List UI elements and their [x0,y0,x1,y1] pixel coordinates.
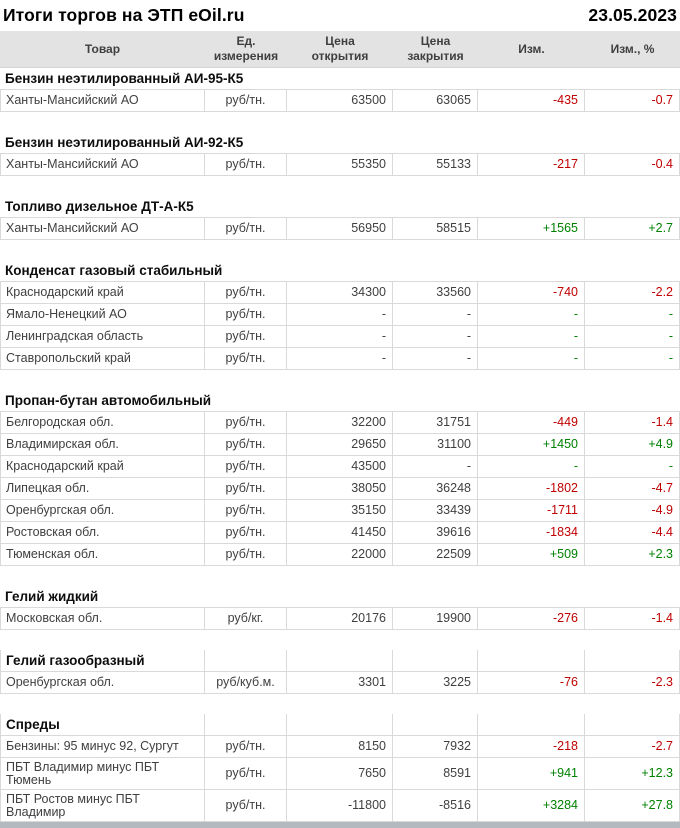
table-row [0,326,680,348]
change-cell: -1802 [478,478,585,500]
close-price-cell: - [393,456,478,478]
change-pct-cell: - [585,456,680,478]
open-price-cell: 55350 [287,154,393,176]
open-price-cell: 20176 [287,608,393,630]
close-price-cell: - [393,348,478,370]
table-row [0,500,680,522]
change-pct-cell: -2.2 [585,282,680,304]
section-spacer [0,112,680,132]
unit-cell: руб/тн. [205,326,287,348]
close-price-cell: 3225 [393,672,478,694]
table-row [0,282,680,304]
section-title-cell [0,650,205,671]
section-title: Гелий жидкий [5,589,99,604]
change-pct-cell: +4.9 [585,434,680,456]
close-price-cell: 36248 [393,478,478,500]
column-header-close-price: Цена закрытия [407,34,464,63]
product-cell: Владимирская обл. [0,434,205,456]
section-header [0,390,680,412]
section-spacer [0,566,680,586]
open-price-cell: 41450 [287,522,393,544]
change-cell: - [478,304,585,326]
table-body [0,68,680,822]
close-price-cell: 31751 [393,412,478,434]
change-cell: -217 [478,154,585,176]
table-row [0,90,680,112]
empty-cell [205,714,287,735]
change-pct-cell: -1.4 [585,608,680,630]
open-price-cell: 7650 [287,758,393,790]
section-header [0,714,680,736]
unit-cell: руб/тн. [205,500,287,522]
table-row [0,348,680,370]
open-price-cell: - [287,326,393,348]
change-cell: -435 [478,90,585,112]
table-header-row [0,31,680,68]
unit-cell: руб/тн. [205,412,287,434]
change-cell: -1711 [478,500,585,522]
close-price-cell: 55133 [393,154,478,176]
product-cell: Ханты-Мансийский АО [0,90,205,112]
product-cell: Белгородская обл. [0,412,205,434]
unit-cell: руб/тн. [205,304,287,326]
close-price-cell: 31100 [393,434,478,456]
change-pct-cell: -2.7 [585,736,680,758]
open-price-cell: 3301 [287,672,393,694]
change-pct-cell: -0.4 [585,154,680,176]
bottom-border-band [0,822,680,828]
table-row [0,736,680,758]
product-cell: Оренбургская обл. [0,500,205,522]
open-price-cell: 63500 [287,90,393,112]
product-cell: Краснодарский край [0,456,205,478]
section-spacer [0,176,680,196]
report-date: 23.05.2023 [588,5,677,25]
change-cell: -218 [478,736,585,758]
close-price-cell: 39616 [393,522,478,544]
change-pct-cell: +2.3 [585,544,680,566]
section-title: Бензин неэтилированный АИ-92-К5 [5,135,244,150]
close-price-cell: 33439 [393,500,478,522]
open-price-cell: 29650 [287,434,393,456]
change-cell: +1565 [478,218,585,240]
empty-cell [393,714,478,735]
open-price-cell: 22000 [287,544,393,566]
product-cell: Бензины: 95 минус 92, Сургут [0,736,205,758]
change-pct-cell: -1.4 [585,412,680,434]
section-title: Пропан-бутан автомобильный [5,393,212,408]
section-header [0,586,680,608]
empty-cell [205,650,287,671]
open-price-cell: 35150 [287,500,393,522]
table-row [0,478,680,500]
section-header [0,196,680,218]
change-pct-cell: +27.8 [585,790,680,822]
section-title: Гелий газообразный [6,653,145,668]
close-price-cell: -8516 [393,790,478,822]
product-cell: Ханты-Мансийский АО [0,154,205,176]
table-row [0,672,680,694]
change-cell: - [478,348,585,370]
product-cell: Ставропольский край [0,348,205,370]
product-cell: Оренбургская обл. [0,672,205,694]
unit-cell: руб/тн. [205,736,287,758]
section-header [0,650,680,672]
change-cell: -740 [478,282,585,304]
unit-cell: руб/тн. [205,218,287,240]
close-price-cell: 22509 [393,544,478,566]
product-cell: Ямало-Ненецкий АО [0,304,205,326]
open-price-cell: 56950 [287,218,393,240]
close-price-cell: 8591 [393,758,478,790]
change-pct-cell: -2.3 [585,672,680,694]
section-title-cell [0,714,205,735]
table-row [0,522,680,544]
change-cell: -449 [478,412,585,434]
change-pct-cell: -4.4 [585,522,680,544]
unit-cell: руб/куб.м. [205,672,287,694]
change-pct-cell: - [585,326,680,348]
change-pct-cell: -4.9 [585,500,680,522]
change-cell: -276 [478,608,585,630]
change-pct-cell: +12.3 [585,758,680,790]
change-cell: -76 [478,672,585,694]
section-header [0,68,680,90]
product-cell: Тюменская обл. [0,544,205,566]
table-row [0,758,680,790]
column-header-product: Товар [84,41,121,56]
open-price-cell: 8150 [287,736,393,758]
section-header [0,260,680,282]
table-row [0,218,680,240]
unit-cell: руб/тн. [205,434,287,456]
close-price-cell: - [393,326,478,348]
change-cell: +941 [478,758,585,790]
title-bar [0,0,680,31]
table-row [0,304,680,326]
unit-cell: руб/тн. [205,90,287,112]
close-price-cell: 63065 [393,90,478,112]
column-header-open-price: Цена открытия [311,34,369,63]
empty-cell [585,650,680,671]
table-row [0,412,680,434]
empty-cell [478,714,585,735]
product-cell: ПБТ Владимир минус ПБТ Тюмень [0,758,205,790]
section-spacer [0,694,680,714]
open-price-cell: 38050 [287,478,393,500]
close-price-cell: 33560 [393,282,478,304]
column-header-change: Изм. [518,41,545,56]
table-row [0,608,680,630]
section-title: Топливо дизельное ДТ-А-К5 [5,199,194,214]
close-price-cell: 7932 [393,736,478,758]
change-pct-cell: -0.7 [585,90,680,112]
change-cell: +3284 [478,790,585,822]
section-title: Конденсат газовый стабильный [5,263,223,278]
change-pct-cell: -4.7 [585,478,680,500]
product-cell: Краснодарский край [0,282,205,304]
empty-cell [393,650,478,671]
unit-cell: руб/тн. [205,790,287,822]
unit-cell: руб/кг. [205,608,287,630]
unit-cell: руб/тн. [205,456,287,478]
product-cell: Ленинградская область [0,326,205,348]
section-spacer [0,370,680,390]
product-cell: Липецкая обл. [0,478,205,500]
open-price-cell: - [287,304,393,326]
change-pct-cell: +2.7 [585,218,680,240]
unit-cell: руб/тн. [205,758,287,790]
unit-cell: руб/тн. [205,154,287,176]
close-price-cell: - [393,304,478,326]
table-row [0,790,680,822]
change-cell: +1450 [478,434,585,456]
product-cell: Ростовская обл. [0,522,205,544]
section-title: Бензин неэтилированный АИ-95-К5 [5,71,244,86]
unit-cell: руб/тн. [205,478,287,500]
column-header-change-pct: Изм., % [610,41,655,56]
open-price-cell: -11800 [287,790,393,822]
change-pct-cell: - [585,348,680,370]
open-price-cell: 32200 [287,412,393,434]
section-title: Спреды [6,717,60,732]
open-price-cell: - [287,348,393,370]
unit-cell: руб/тн. [205,348,287,370]
unit-cell: руб/тн. [205,544,287,566]
close-price-cell: 58515 [393,218,478,240]
empty-cell [478,650,585,671]
change-cell: - [478,456,585,478]
section-header [0,132,680,154]
empty-cell [585,714,680,735]
close-price-cell: 19900 [393,608,478,630]
section-spacer [0,240,680,260]
empty-cell [287,650,393,671]
product-cell: ПБТ Ростов минус ПБТ Владимир [0,790,205,822]
change-pct-cell: - [585,304,680,326]
table-row [0,456,680,478]
table-row [0,544,680,566]
column-header-unit: Ед. измерения [213,34,279,63]
empty-cell [287,714,393,735]
unit-cell: руб/тн. [205,282,287,304]
change-cell: +509 [478,544,585,566]
unit-cell: руб/тн. [205,522,287,544]
change-cell: -1834 [478,522,585,544]
product-cell: Ханты-Мансийский АО [0,218,205,240]
product-cell: Московская обл. [0,608,205,630]
section-spacer [0,630,680,650]
table-row [0,154,680,176]
page-title: Итоги торгов на ЭТП eOil.ru [3,5,245,25]
open-price-cell: 34300 [287,282,393,304]
change-cell: - [478,326,585,348]
open-price-cell: 43500 [287,456,393,478]
table-row [0,434,680,456]
